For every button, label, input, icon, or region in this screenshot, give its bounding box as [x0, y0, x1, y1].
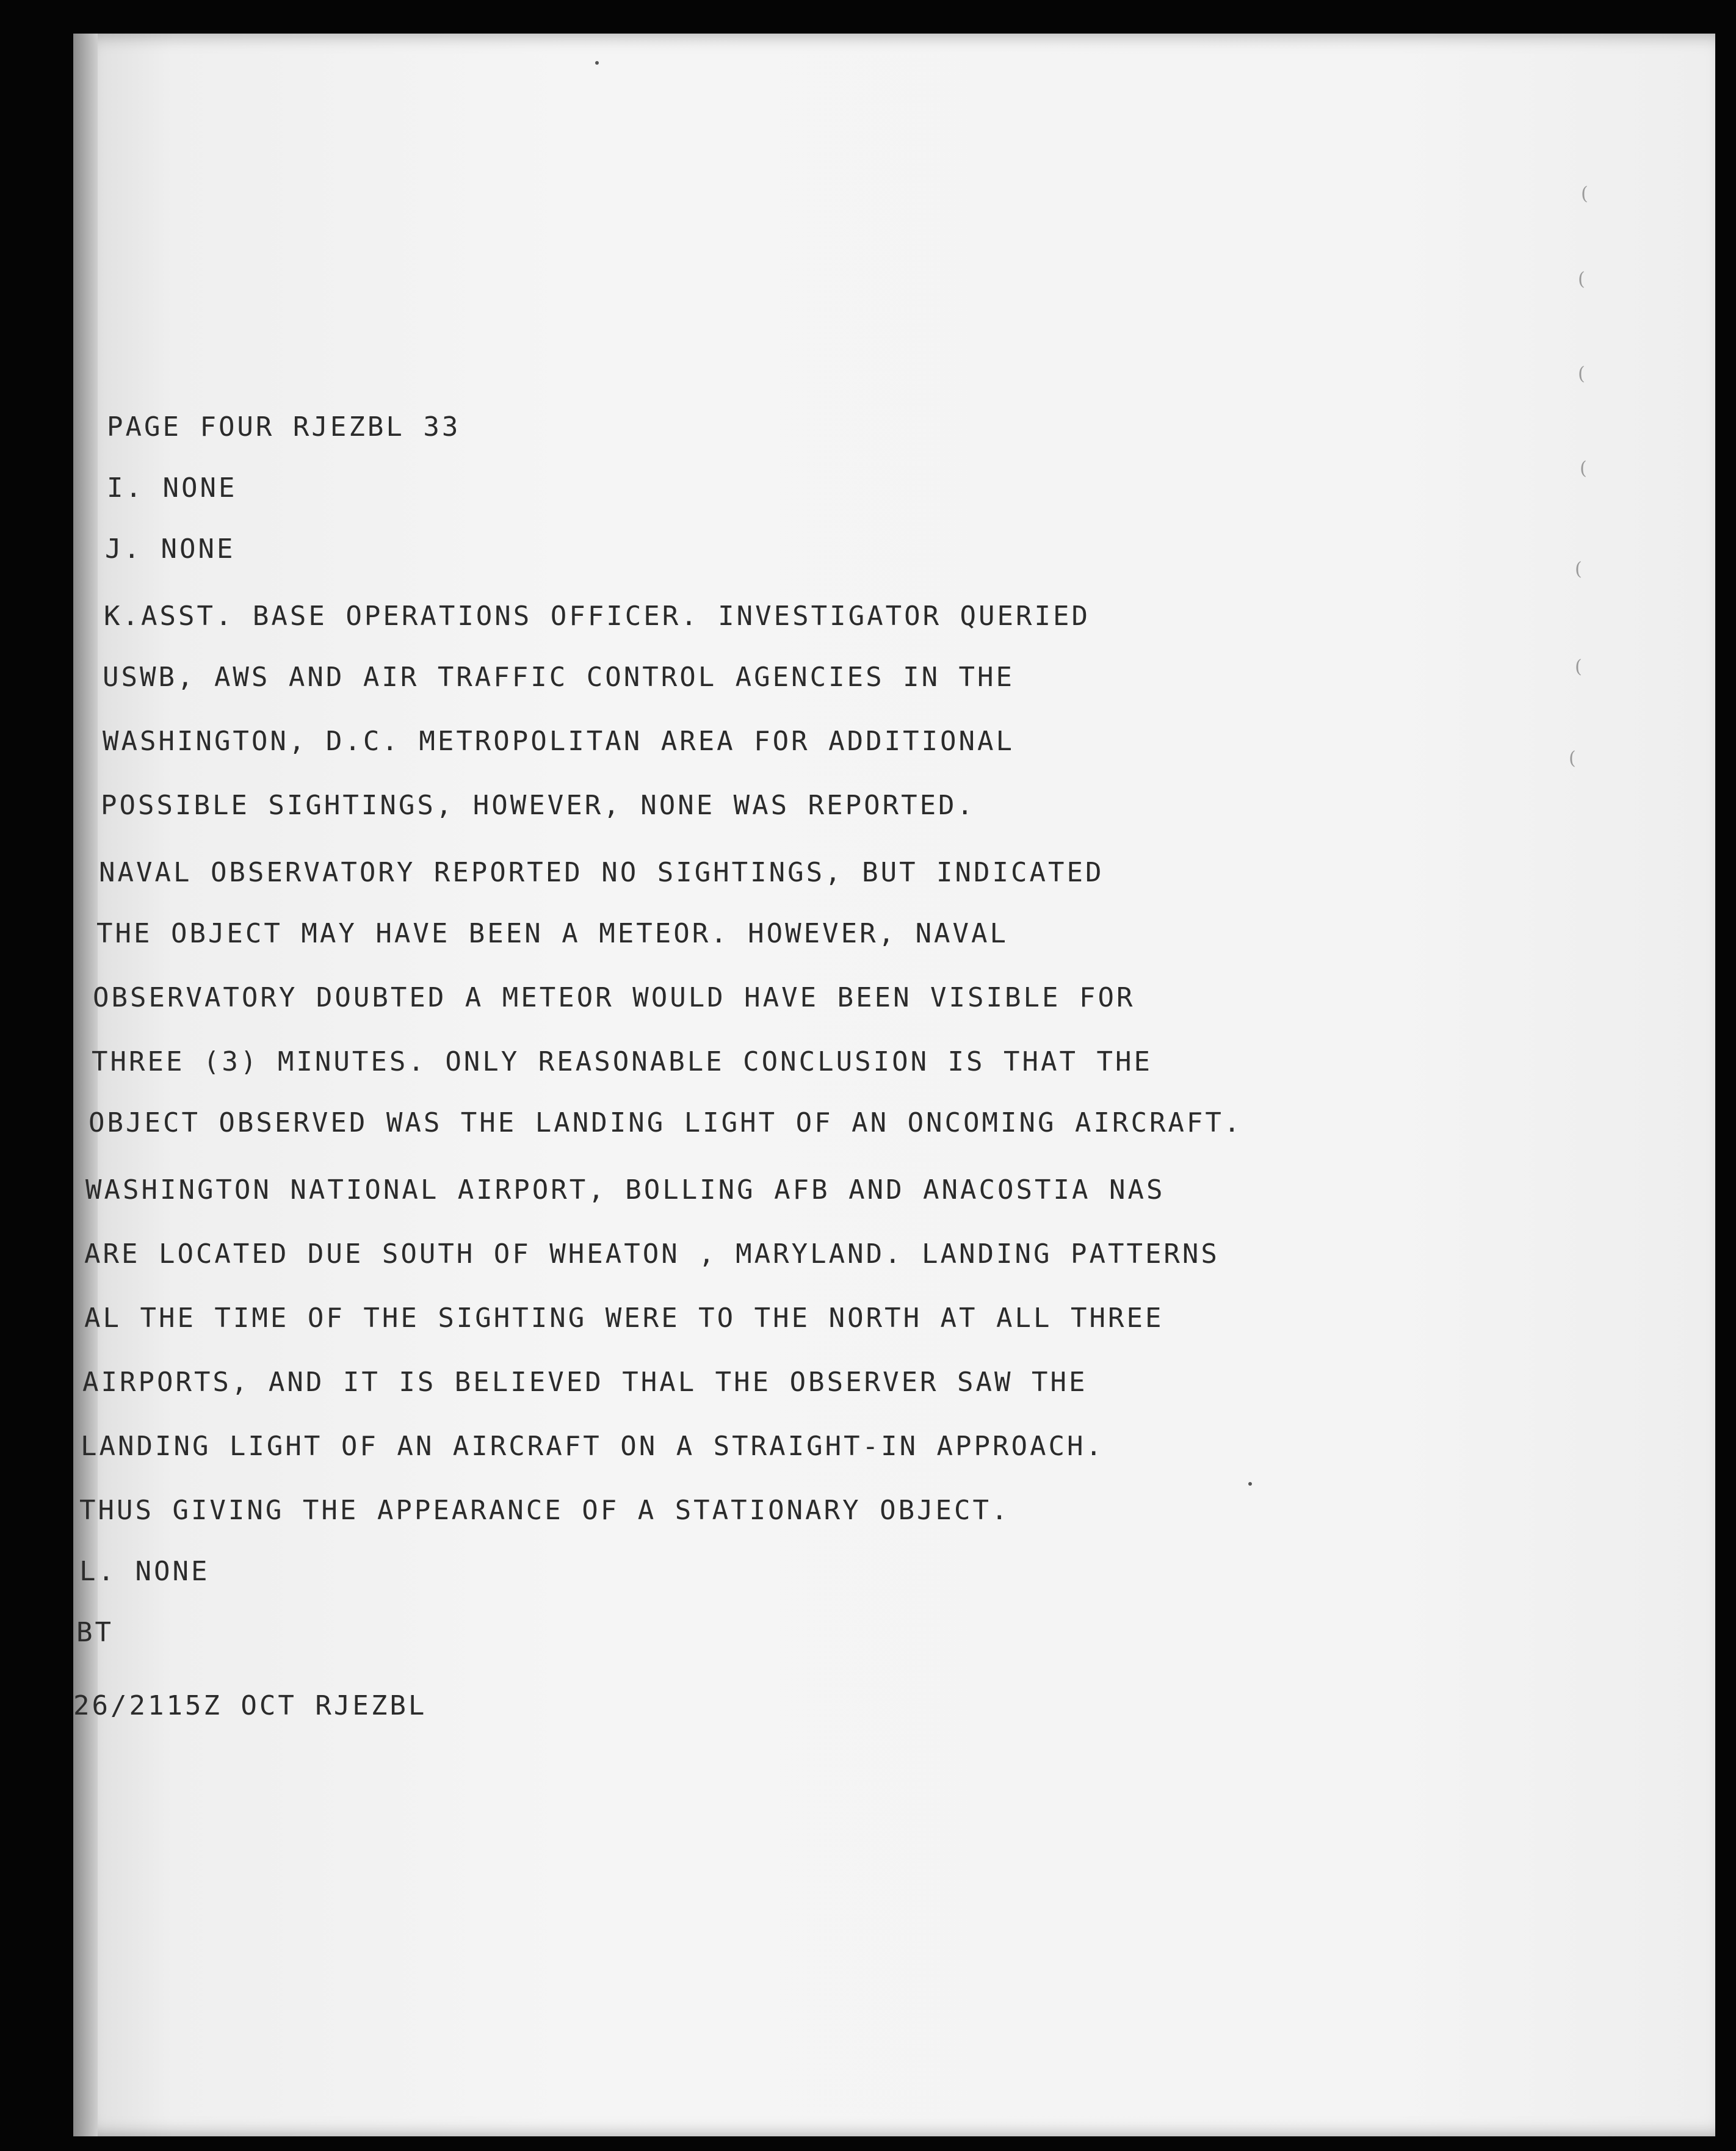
item-k-line: THUS GIVING THE APPEARANCE OF A STATIONARY OBJECT. — [79, 1495, 1010, 1526]
item-k-line: WASHINGTON NATIONAL AIRPORT, BOLLING AFB AND ANACOSTIA NAS — [85, 1174, 1165, 1206]
item-k-line: WASHINGTON, D.C. METROPOLITAN AREA FOR ADDITIONAL — [103, 726, 1015, 757]
item-k-line: THREE (3) MINUTES. ONLY REASONABLE CONCLUSION IS THAT THE — [92, 1046, 1152, 1077]
item-i: I. NONE — [107, 472, 237, 504]
break-marker: BT — [76, 1617, 114, 1648]
item-k-line: NAVAL OBSERVATORY REPORTED NO SIGHTINGS, BUT INDICATED — [99, 857, 1104, 888]
margin-mark: ( — [1569, 748, 1576, 769]
item-k-line: POSSIBLE SIGHTINGS, HOWEVER, NONE WAS REPORTED. — [101, 790, 976, 821]
margin-mark: ( — [1580, 458, 1587, 479]
item-k-line: K.ASST. BASE OPERATIONS OFFICER. INVESTIGATOR QUERIED — [104, 601, 1090, 632]
item-k-line: AIRPORTS, AND IT IS BELIEVED THAL THE OBSERVER SAW THE — [82, 1367, 1088, 1398]
date-time-group: 26/2115Z OCT RJEZBL — [73, 1690, 427, 1721]
item-l: L. NONE — [79, 1556, 210, 1587]
item-k-line: ARE LOCATED DUE SOUTH OF WHEATON , MARYLAND. LANDING PATTERNS — [84, 1238, 1220, 1270]
margin-mark: ( — [1581, 183, 1588, 204]
margin-mark: ( — [1578, 363, 1585, 385]
item-k-line: OBSERVATORY DOUBTED A METEOR WOULD HAVE BEEN VISIBLE FOR — [93, 982, 1135, 1013]
item-k-line: LANDING LIGHT OF AN AIRCRAFT ON A STRAIGHT-IN APPROACH. — [81, 1431, 1104, 1462]
item-k-line: AL THE TIME OF THE SIGHTING WERE TO THE NORTH AT ALL THREE — [84, 1303, 1164, 1334]
item-k-line: USWB, AWS AND AIR TRAFFIC CONTROL AGENCIES IN THE — [103, 662, 1015, 693]
margin-mark: ( — [1578, 269, 1585, 290]
item-j: J. NONE — [105, 533, 236, 565]
page-header: PAGE FOUR RJEZBL 33 — [107, 411, 461, 443]
margin-mark: ( — [1575, 656, 1582, 678]
margin-mark: ( — [1575, 559, 1582, 580]
item-k-line: THE OBJECT MAY HAVE BEEN A METEOR. HOWEVER, NAVAL — [96, 918, 1009, 949]
item-k-line: OBJECT OBSERVED WAS THE LANDING LIGHT OF AN ONCOMING AIRCRAFT. — [89, 1107, 1243, 1138]
